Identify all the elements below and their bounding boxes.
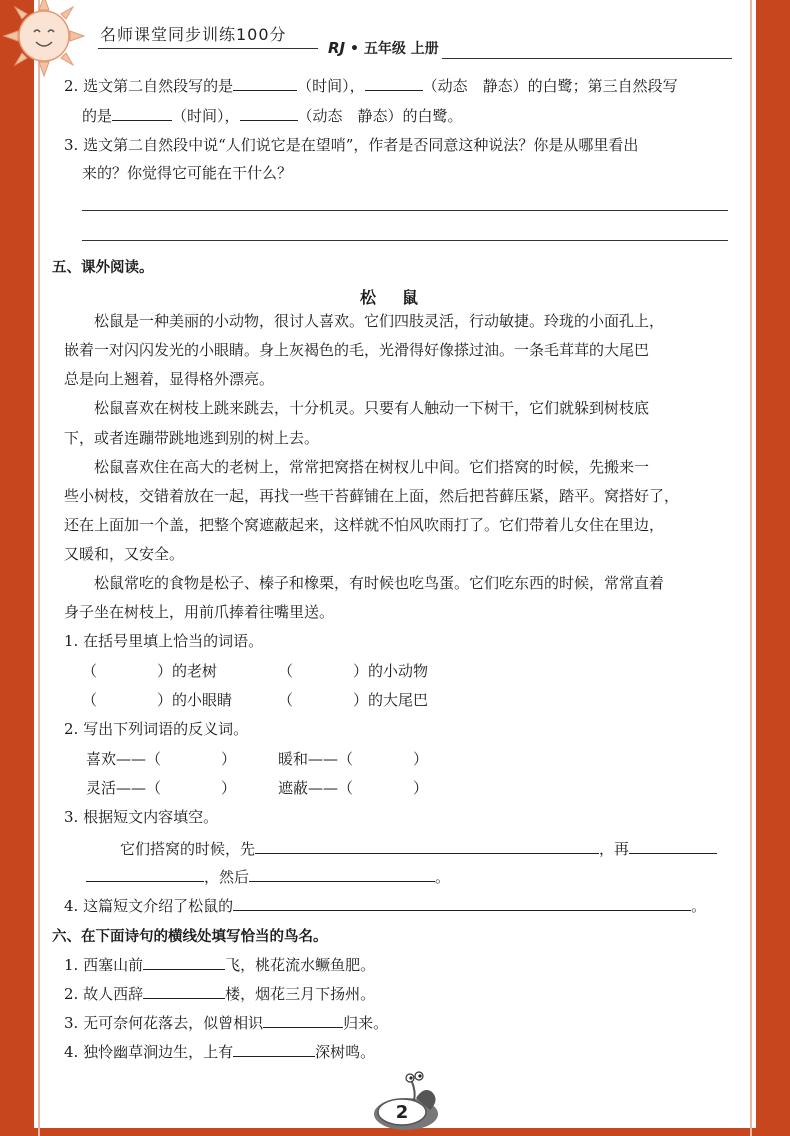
inner-border-left	[38, 0, 40, 1136]
antonym-item[interactable]: 喜欢——（ ）	[86, 750, 237, 768]
left-border	[0, 0, 34, 1136]
right-border	[756, 0, 790, 1136]
passage-line: 又暖和，又安全。	[64, 545, 185, 563]
answer-line[interactable]	[82, 240, 728, 241]
passage-line: 总是向上翘着，显得格外漂亮。	[64, 370, 275, 388]
blank[interactable]	[255, 838, 599, 854]
edition-label: RJ	[328, 39, 346, 57]
passage-line: 还在上面加一个盖，把整个窝遮蔽起来，这样就不怕风吹雨打了。它们带着儿女住在里边，	[64, 516, 665, 534]
blank[interactable]	[233, 75, 297, 91]
blank[interactable]	[143, 983, 225, 999]
section5-heading: 五、课外阅读。	[52, 260, 154, 276]
blank[interactable]	[249, 866, 435, 882]
fill-item[interactable]: （ ）的小动物	[278, 662, 429, 680]
edition-dot: •	[350, 41, 359, 57]
header-rule-left	[98, 48, 318, 49]
blank[interactable]	[365, 75, 423, 91]
answer-line[interactable]	[82, 210, 728, 211]
blank[interactable]	[233, 1041, 315, 1057]
prev-q2-line2: 的是 （时间）， （动态 静态）的白鹭。	[82, 107, 463, 125]
poem-item: 2. 故人西辞 楼，烟花三月下扬州。	[64, 985, 376, 1003]
passage-line: 嵌着一对闪闪发光的小眼睛。身上灰褐色的毛，光滑得好像搽过油。一条毛茸茸的大尾巴	[64, 341, 650, 359]
inner-border-right	[750, 0, 752, 1136]
section6-heading: 六、在下面诗句的横线处填写恰当的鸟名。	[52, 929, 328, 945]
blank[interactable]	[629, 838, 717, 854]
antonym-item[interactable]: 暖和——（ ）	[278, 750, 429, 768]
blank[interactable]	[112, 105, 172, 121]
antonym-item[interactable]: 遮蔽——（ ）	[278, 779, 429, 797]
blank[interactable]	[240, 105, 298, 121]
series-title: 名师课堂同步训练100分	[100, 25, 287, 44]
s5-q2-prompt: 2. 写出下列词语的反义词。	[64, 720, 249, 738]
fill-item[interactable]: （ ）的大尾巴	[278, 691, 429, 709]
s5-q3-prompt: 3. 根据短文内容填空。	[64, 808, 219, 826]
passage-line: 些小树枝，交错着放在一起，再找一些干苔藓铺在上面，然后把苔藓压紧，踏平。窝搭好了，	[64, 487, 680, 505]
page-number: 2	[395, 1102, 409, 1123]
passage-title: 松鼠	[360, 288, 445, 307]
antonym-item[interactable]: 灵活——（ ）	[86, 779, 237, 797]
blank[interactable]	[263, 1012, 343, 1028]
prev-q3-line1: 3. 选文第二自然段中说“人们说它是在望哨”，作者是否同意这种说法？你是从哪里看出	[64, 136, 639, 154]
poem-item: 4. 独怜幽草涧边生，上有 深树鸣。	[64, 1043, 376, 1061]
fill-item[interactable]: （ ）的老树	[82, 662, 218, 680]
passage-line: 松鼠喜欢在树枝上跳来跳去，十分机灵。只要有人触动一下树干，它们就躲到树枝底	[94, 399, 650, 417]
prev-q2-line1: 2. 选文第二自然段写的是 （时间）， （动态 静态）的白鹭；第三自然段写	[64, 77, 678, 95]
passage-line: 松鼠喜欢住在高大的老树上，常常把窝搭在树杈儿中间。它们搭窝的时候，先搬来一	[94, 458, 650, 476]
poem-item: 1. 西塞山前 飞，桃花流水鳜鱼肥。	[64, 956, 376, 974]
sun-mascot-icon	[2, 0, 86, 78]
s5-q3-line1: 它们搭窝的时候，先 ，再	[120, 838, 717, 859]
grade-label: 五年级 上册	[363, 41, 439, 57]
passage-line: 下，或者连蹦带跳地逃到别的树上去。	[64, 429, 320, 447]
s5-q1-prompt: 1. 在括号里填上恰当的词语。	[64, 632, 264, 650]
prev-q3-line2: 来的？你觉得它可能在干什么？	[82, 164, 293, 182]
blank[interactable]	[233, 895, 691, 911]
passage-line: 松鼠常吃的食物是松子、榛子和橡栗，有时候也吃鸟蛋。它们吃东西的时候，常常直着	[94, 574, 665, 592]
passage-line: 松鼠是一种美丽的小动物，很讨人喜欢。它们四肢灵活，行动敏捷。玲珑的小面孔上，	[94, 312, 665, 330]
poem-item: 3. 无可奈何花落去，似曾相识 归来。	[64, 1014, 389, 1032]
header-rule-right	[442, 58, 732, 59]
passage-line: 身子坐在树枝上，用前爪捧着往嘴里送。	[64, 603, 335, 621]
edition-grade	[328, 38, 439, 58]
blank[interactable]	[86, 866, 204, 882]
blank[interactable]	[143, 954, 225, 970]
s5-q3-line2: ，然后 。	[86, 866, 450, 887]
page-number-badge	[366, 1068, 446, 1132]
fill-item[interactable]: （ ）的小眼睛	[82, 691, 233, 709]
s5-q4: 4. 这篇短文介绍了松鼠的 。	[64, 897, 707, 915]
